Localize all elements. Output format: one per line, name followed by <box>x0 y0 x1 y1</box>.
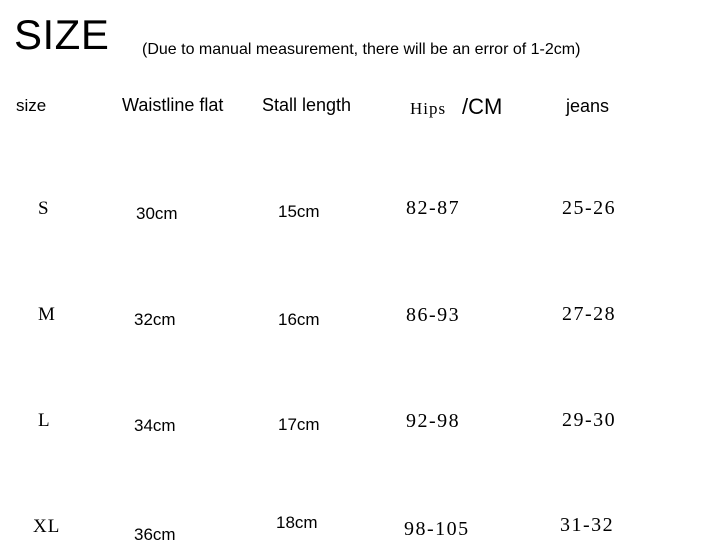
cell-hips: 92-98 <box>406 410 461 432</box>
chart-header <box>14 12 704 60</box>
measurement-note: (Due to manual measurement, there will be an error of 1-2cm) <box>142 41 581 58</box>
table-row <box>0 126 718 223</box>
cell-stall-length: 16cm <box>278 310 320 329</box>
cell-size: M <box>38 304 56 325</box>
column-header-jeans: jeans <box>566 96 610 116</box>
cell-hips: 86-93 <box>406 304 461 326</box>
column-header-hips-unit: /CM <box>462 94 503 119</box>
cell-waistline-flat: 36cm <box>134 525 176 544</box>
cell-waistline-flat: 34cm <box>134 416 176 435</box>
table-row <box>0 179 718 329</box>
cell-waistline-flat: 30cm <box>136 204 178 223</box>
cell-hips: 82-87 <box>406 197 461 219</box>
table-header-row <box>0 82 718 126</box>
cell-stall-length: 18cm <box>276 513 318 532</box>
cell-jeans: 29-30 <box>562 409 617 431</box>
cell-size: XL <box>33 516 61 537</box>
cell-jeans: 27-28 <box>562 303 617 325</box>
cell-size: S <box>38 198 50 219</box>
cell-jeans: 31-32 <box>560 514 615 536</box>
cell-size: L <box>38 410 51 431</box>
cell-stall-length: 17cm <box>278 415 320 434</box>
cell-waistline-flat: 32cm <box>134 310 176 329</box>
cell-stall-length: 15cm <box>278 202 320 221</box>
cell-jeans: 25-26 <box>562 197 617 219</box>
size-table <box>0 82 718 544</box>
column-header-waistline-flat: Waistline flat <box>122 95 224 115</box>
page-title: SIZE <box>14 11 110 58</box>
column-header-size: size <box>16 96 47 115</box>
column-header-hips: Hips <box>410 99 447 118</box>
cell-hips: 98-105 <box>404 518 470 540</box>
column-header-stall-length: Stall length <box>262 95 352 115</box>
